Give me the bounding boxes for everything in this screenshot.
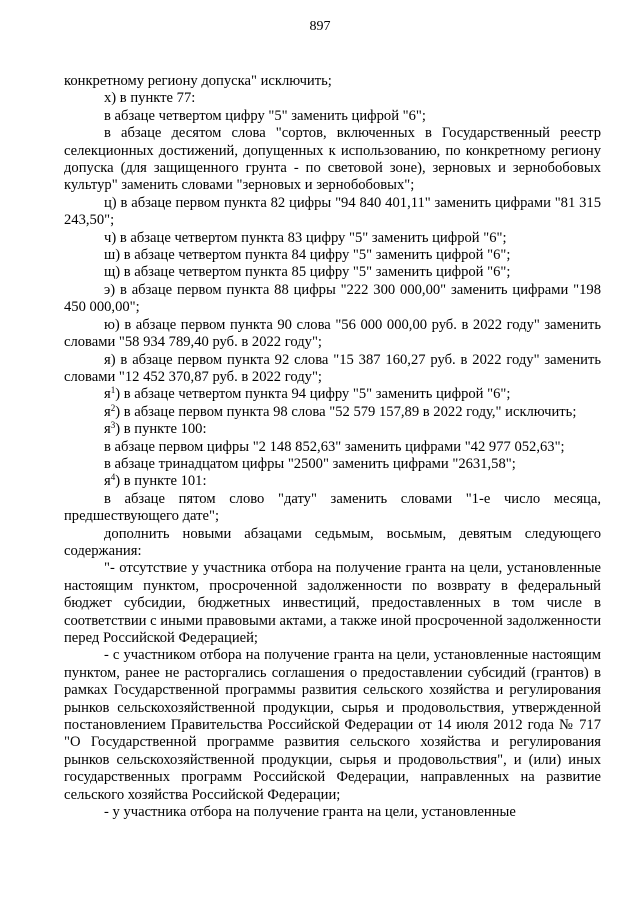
- paragraph: - у участника отбора на получение гранта на цели, установленные: [104, 804, 516, 821]
- list-item: х) в пункте 77:: [104, 90, 196, 107]
- list-item: я) в абзаце первом пункта 92 слова "15 387 160,27 руб. в 2022 году" заменить словами "12 452 370,87 руб. в 2022 году";: [64, 351, 601, 385]
- list-item: э) в абзаце первом пункта 88 цифры "222 300 000,00" заменить цифрами "198 450 000,00";: [64, 281, 601, 316]
- item-prefix: я: [104, 421, 111, 438]
- item-superscript: 2: [110, 402, 116, 413]
- paragraph: конкретному региону допуска" исключить;: [64, 73, 332, 89]
- item-text: ) в абзаце четвертом пункта 94 цифру "5" заменить цифрой "6";: [115, 386, 511, 403]
- page-number: 897: [309, 19, 331, 34]
- item-prefix: я: [104, 386, 111, 403]
- item-superscript: 4: [110, 472, 116, 483]
- list-item: [64, 473, 601, 490]
- paragraph: дополнить новыми абзацами седьмым, восьмым, девятым следующего содержания:: [64, 525, 601, 559]
- document-body: [64, 73, 601, 821]
- list-item: [64, 421, 601, 438]
- list-item: ю) в абзаце первом пункта 90 слова "56 000 000,00 руб. в 2022 году" заменить словами "58 934 789,40 руб. в 2022 году";: [64, 316, 601, 351]
- paragraph: в абзаце четвертом цифру "5" заменить цифрой "6";: [104, 107, 426, 124]
- item-text: ) в абзаце первом пункта 98 слова "52 579 157,89 в 2022 году," исключить;: [115, 403, 577, 420]
- paragraph: в абзаце первом цифры "2 148 852,63" заменить цифрами "42 977 052,63";: [104, 438, 565, 455]
- item-text: ) в пункте 101:: [115, 473, 207, 490]
- list-item: ш) в абзаце четвертом пункта 84 цифру "5" заменить цифрой "6";: [104, 247, 511, 264]
- list-item: ц) в абзаце первом пункта 82 цифры "94 840 401,11" заменить цифрами "81 315 243,50";: [64, 194, 601, 229]
- paragraph: в абзаце пятом слово "дату" заменить словами "1-е число месяца, предшествующего дате";: [64, 490, 601, 525]
- paragraph: в абзаце тринадцатом цифры "2500" заменить цифрами "2631,58";: [104, 455, 516, 472]
- item-superscript: 1: [110, 385, 116, 396]
- list-item: [64, 386, 601, 403]
- item-text: ) в пункте 100:: [115, 421, 207, 438]
- item-prefix: я: [104, 473, 111, 490]
- item-superscript: 3: [110, 420, 116, 431]
- list-item: [64, 404, 601, 421]
- paragraph: в абзаце десятом слова "сортов, включенных в Государственный реестр селекционных достижений, допущенных к использованию, по конкретному региону допуска (для защищенного грунта - по световой зоне), зерновых и зернобобовых культур" заменить словами "зерновых и зернобобовых";: [64, 125, 601, 194]
- paragraph: - с участником отбора на получение гранта на цели, установленные настоящим пунктом, ранее не расторгались соглашения о предоставлении субсидий (грантов) в рамках Государственной программы развития сельского хозяйства и регулирования рынков сельскохозяйственной продукции, сырья и продовольствия, утвержденной постановлением Правительства Российской Федерации от 14 июля 2012 года № 717 "О Государственной программе развития сельского хозяйства и регулирования рынков сельскохозяйственной продукции, сырья и продовольствия", и (или) иных государственных программ Российской Федерации, направленных на развитие сельского хозяйства Российской Федерации;: [64, 647, 601, 803]
- list-item: ч) в абзаце четвертом пункта 83 цифру "5" заменить цифрой "6";: [104, 229, 507, 246]
- list-item: щ) в абзаце четвертом пункта 85 цифру "5" заменить цифрой "6";: [104, 264, 511, 281]
- item-prefix: я: [104, 403, 111, 420]
- paragraph: "- отсутствие у участника отбора на получение гранта на цели, установленные настоящим пунктом, просроченной задолженности по возврату в федеральный бюджет субсидии, бюджетных инвестиций, предоставленных в том числе в соответствии с иными правовыми актами, а также иной просроченной задолженности перед Российской Федерацией;: [64, 560, 601, 646]
